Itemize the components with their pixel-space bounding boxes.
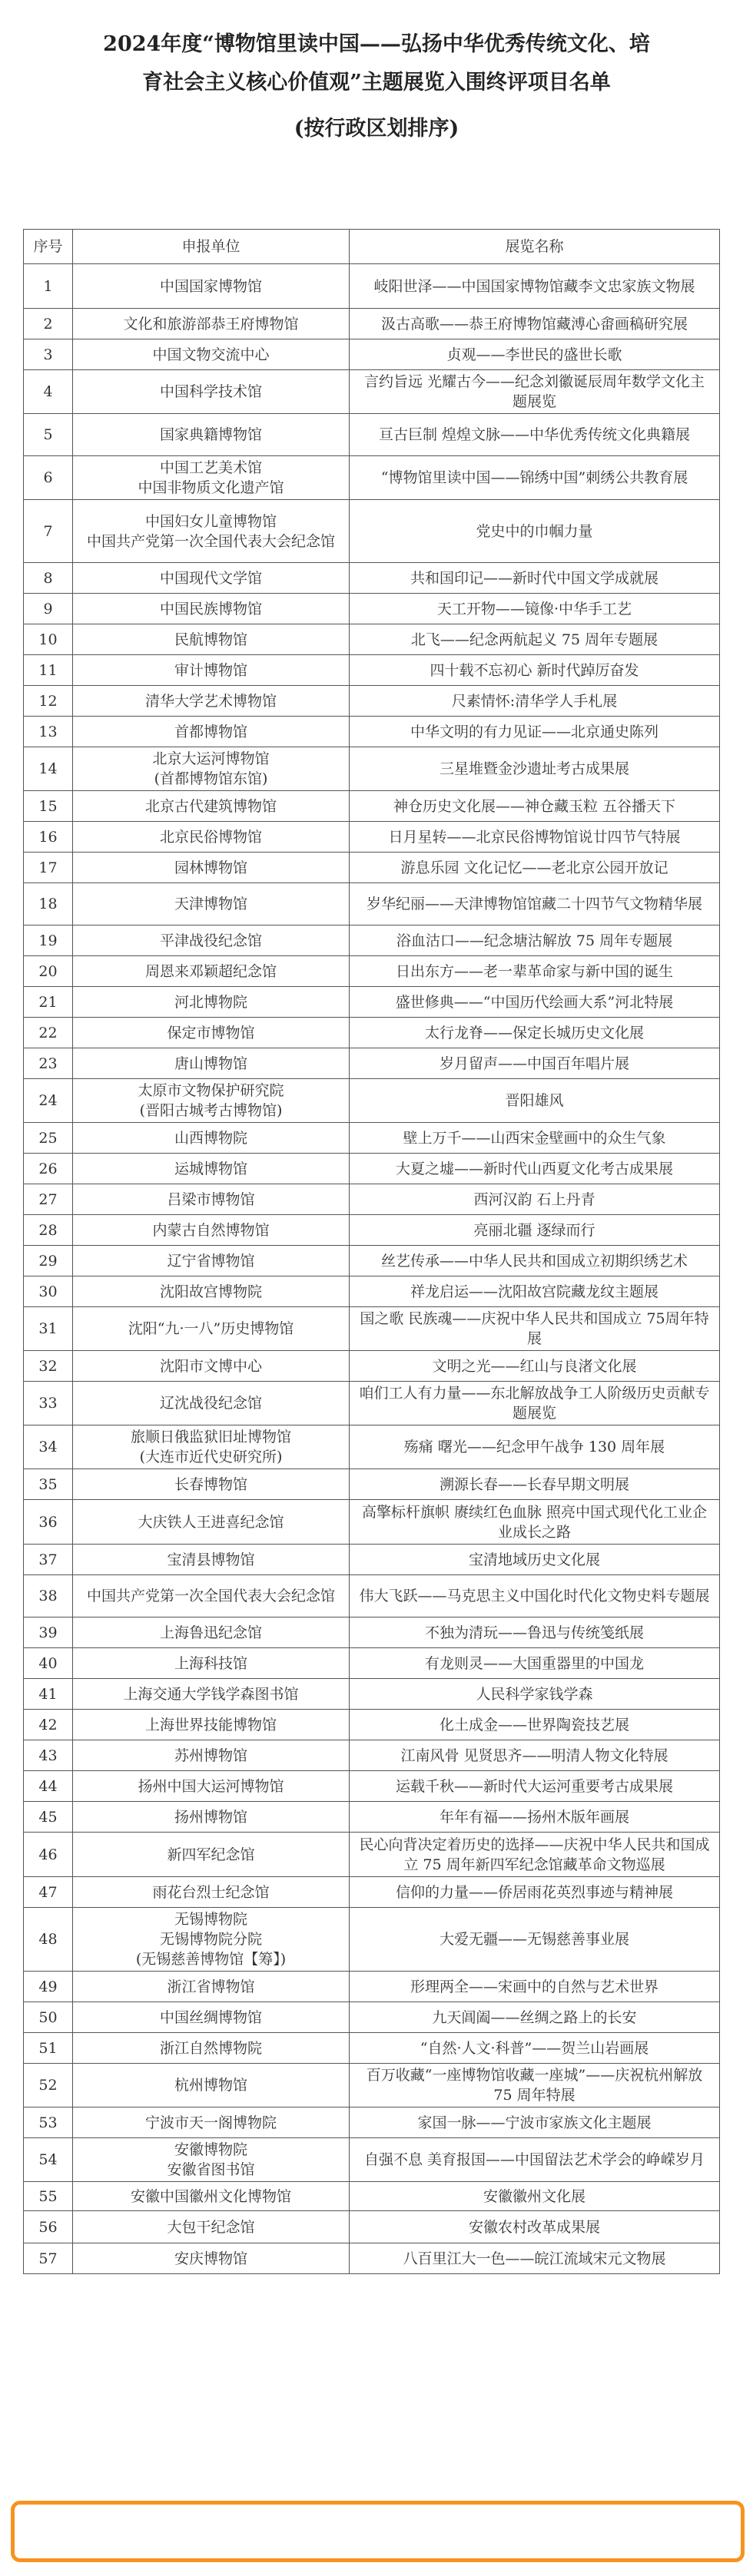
row-exhibition: 汲古高歌——恭王府博物馆藏溥心畬画稿研究展 <box>350 309 720 339</box>
row-exhibition: 岁华纪丽——天津博物馆馆藏二十四节气文物精华展 <box>350 883 720 925</box>
row-applicant: 内蒙古自然博物馆 <box>73 1215 350 1246</box>
table-row <box>24 1123 720 1154</box>
row-index: 5 <box>24 414 73 456</box>
row-index: 2 <box>24 309 73 339</box>
row-index: 52 <box>24 2064 73 2107</box>
row-exhibition: 大爱无疆——无锡慈善事业展 <box>350 1908 720 1972</box>
row-exhibition: 八百里江大一色——皖江流域宋元文物展 <box>350 2243 720 2274</box>
row-exhibition: “博物馆里读中国——锦绣中国”刺绣公共教育展 <box>350 456 720 500</box>
row-applicant: 北京民俗博物馆 <box>73 822 350 853</box>
row-index: 53 <box>24 2107 73 2138</box>
table-row <box>24 2002 720 2033</box>
row-exhibition: 壁上万千——山西宋金壁画中的众生气象 <box>350 1123 720 1154</box>
row-exhibition: 神仓历史文化展——神仓藏玉粒 五谷播天下 <box>350 791 720 822</box>
row-index: 3 <box>24 339 73 370</box>
row-exhibition: 信仰的力量——侨居雨花英烈事迹与精神展 <box>350 1877 720 1908</box>
table-row <box>24 2243 720 2274</box>
row-applicant: 扬州中国大运河博物馆 <box>73 1771 350 1802</box>
row-index: 9 <box>24 594 73 624</box>
row-applicant: 太原市文物保护研究院 (晋阳古城考古博物馆) <box>73 1079 350 1123</box>
row-exhibition: 宝清地域历史文化展 <box>350 1545 720 1575</box>
row-index: 29 <box>24 1246 73 1276</box>
row-exhibition: 太行龙脊——保定长城历史文化展 <box>350 1018 720 1048</box>
row-applicant: 安徽中国徽州文化博物馆 <box>73 2182 350 2211</box>
row-exhibition: 国之歌 民族魂——庆祝中华人民共和国成立 75周年特展 <box>350 1307 720 1351</box>
table-row <box>24 1018 720 1048</box>
row-applicant: 保定市博物馆 <box>73 1018 350 1048</box>
row-index: 25 <box>24 1123 73 1154</box>
row-index: 54 <box>24 2138 73 2182</box>
table-row <box>24 1575 720 1617</box>
row-applicant: 北京大运河博物馆 (首都博物馆东馆) <box>73 747 350 791</box>
table-row <box>24 1545 720 1575</box>
table-row <box>24 853 720 883</box>
table-row <box>24 264 720 309</box>
row-exhibition: 三星堆暨金沙遗址考古成果展 <box>350 747 720 791</box>
row-applicant: 中国妇女儿童博物馆 中国共产党第一次全国代表大会纪念馆 <box>73 500 350 563</box>
row-index: 11 <box>24 655 73 686</box>
row-exhibition: 家国一脉——宁波市家族文化主题展 <box>350 2107 720 2138</box>
table-row <box>24 1833 720 1877</box>
row-exhibition: 伟大飞跃——马克思主义中国化时代化文物史料专题展 <box>350 1575 720 1617</box>
row-exhibition: 九天阊阖——丝绸之路上的长安 <box>350 2002 720 2033</box>
row-applicant: 民航博物馆 <box>73 624 350 655</box>
table-row <box>24 2211 720 2243</box>
finalist-table <box>23 229 720 2274</box>
highlight-box <box>11 2501 745 2562</box>
row-index: 26 <box>24 1154 73 1184</box>
row-applicant: 北京古代建筑博物馆 <box>73 791 350 822</box>
row-applicant: 旅顺日俄监狱旧址博物馆 (大连市近代史研究所) <box>73 1425 350 1469</box>
row-index: 13 <box>24 717 73 747</box>
row-applicant: 中国共产党第一次全国代表大会纪念馆 <box>73 1575 350 1617</box>
row-index: 15 <box>24 791 73 822</box>
row-index: 20 <box>24 956 73 987</box>
row-applicant: 文化和旅游部恭王府博物馆 <box>73 309 350 339</box>
row-exhibition: 天工开物——镜像·中华手工艺 <box>350 594 720 624</box>
row-applicant: 上海交通大学钱学森图书馆 <box>73 1679 350 1710</box>
row-applicant: 审计博物馆 <box>73 655 350 686</box>
row-applicant: 杭州博物馆 <box>73 2064 350 2107</box>
row-applicant: 宝清县博物馆 <box>73 1545 350 1575</box>
row-applicant: 吕梁市博物馆 <box>73 1184 350 1215</box>
row-index: 57 <box>24 2243 73 2274</box>
row-exhibition: 有龙则灵——大国重器里的中国龙 <box>350 1648 720 1679</box>
row-applicant: 首都博物馆 <box>73 717 350 747</box>
row-exhibition: 大夏之墟——新时代山西夏文化考古成果展 <box>350 1154 720 1184</box>
row-index: 33 <box>24 1382 73 1425</box>
row-exhibition: 形理两全——宋画中的自然与艺术世界 <box>350 1972 720 2002</box>
table-row <box>24 1307 720 1351</box>
table-row <box>24 1154 720 1184</box>
row-exhibition: 中华文明的有力见证——北京通史陈列 <box>350 717 720 747</box>
row-applicant: 上海科技馆 <box>73 1648 350 1679</box>
header-exhibition: 展览名称 <box>350 230 720 264</box>
row-index: 17 <box>24 853 73 883</box>
table-row <box>24 1802 720 1833</box>
table-row <box>24 500 720 563</box>
row-index: 31 <box>24 1307 73 1351</box>
row-index: 47 <box>24 1877 73 1908</box>
row-applicant: 河北博物院 <box>73 987 350 1018</box>
table-row <box>24 1771 720 1802</box>
row-applicant: 扬州博物馆 <box>73 1802 350 1833</box>
row-index: 4 <box>24 370 73 414</box>
table-row <box>24 717 720 747</box>
row-index: 40 <box>24 1648 73 1679</box>
row-exhibition: 文明之光——红山与良渚文化展 <box>350 1351 720 1382</box>
table-row <box>24 822 720 853</box>
row-exhibition: 言约旨远 光耀古今——纪念刘徽诞辰周年数学文化主题展览 <box>350 370 720 414</box>
row-applicant: 中国科学技术馆 <box>73 370 350 414</box>
row-index: 18 <box>24 883 73 925</box>
row-index: 44 <box>24 1771 73 1802</box>
table-row <box>24 1469 720 1500</box>
row-exhibition: 北飞——纪念两航起义 75 周年专题展 <box>350 624 720 655</box>
row-exhibition: 亮丽北疆 逐绿而行 <box>350 1215 720 1246</box>
row-applicant: 山西博物院 <box>73 1123 350 1154</box>
table-row <box>24 1908 720 1972</box>
table-row <box>24 1972 720 2002</box>
row-index: 41 <box>24 1679 73 1710</box>
table-row <box>24 1351 720 1382</box>
page-title-line-1: 2024年度“博物馆里读中国——弘扬中华优秀传统文化、培 <box>103 32 650 56</box>
table-row <box>24 1617 720 1648</box>
table-row <box>24 563 720 594</box>
row-exhibition: 日出东方——老一辈革命家与新中国的诞生 <box>350 956 720 987</box>
row-exhibition: 丝艺传承——中华人民共和国成立初期织绣艺术 <box>350 1246 720 1276</box>
table-row <box>24 2033 720 2064</box>
table-row <box>24 1877 720 1908</box>
row-exhibition: 岐阳世泽——中国国家博物馆藏李文忠家族文物展 <box>350 264 720 309</box>
row-applicant: 中国民族博物馆 <box>73 594 350 624</box>
row-index: 38 <box>24 1575 73 1617</box>
row-exhibition: 祥龙启运——沈阳故宫院藏龙纹主题展 <box>350 1276 720 1307</box>
row-applicant: 沈阳“九·一八”历史博物馆 <box>73 1307 350 1351</box>
row-index: 45 <box>24 1802 73 1833</box>
row-applicant: 上海鲁迅纪念馆 <box>73 1617 350 1648</box>
page-title-line-2: 育社会主义核心价值观”主题展览入围终评项目名单 <box>142 71 611 94</box>
table-row <box>24 747 720 791</box>
table-row <box>24 987 720 1018</box>
row-applicant: 宁波市天一阁博物院 <box>73 2107 350 2138</box>
page-subtitle: (按行政区划排序) <box>294 117 459 141</box>
table-row <box>24 686 720 717</box>
row-exhibition: 亘古巨制 煌煌文脉——中华优秀传统文化典籍展 <box>350 414 720 456</box>
table-row <box>24 594 720 624</box>
row-applicant: 中国文物交流中心 <box>73 339 350 370</box>
table-row <box>24 1679 720 1710</box>
row-exhibition: 年年有福——扬州木版年画展 <box>350 1802 720 1833</box>
table-row <box>24 956 720 987</box>
row-index: 32 <box>24 1351 73 1382</box>
row-index: 10 <box>24 624 73 655</box>
table-row <box>24 339 720 370</box>
table-row <box>24 624 720 655</box>
row-exhibition: 四十载不忘初心 新时代踔厉奋发 <box>350 655 720 686</box>
row-index: 8 <box>24 563 73 594</box>
table-row <box>24 1246 720 1276</box>
row-index: 22 <box>24 1018 73 1048</box>
row-applicant: 雨花台烈士纪念馆 <box>73 1877 350 1908</box>
row-index: 16 <box>24 822 73 853</box>
row-applicant: 长春博物馆 <box>73 1469 350 1500</box>
row-exhibition: “自然·人文·科普”——贺兰山岩画展 <box>350 2033 720 2064</box>
row-index: 49 <box>24 1972 73 2002</box>
row-applicant: 天津博物馆 <box>73 883 350 925</box>
row-exhibition: 游息乐园 文化记忆——老北京公园开放记 <box>350 853 720 883</box>
row-index: 24 <box>24 1079 73 1123</box>
row-exhibition: 高擎标杆旗帜 赓续红色血脉 照亮中国式现代化工业企业成长之路 <box>350 1500 720 1545</box>
row-index: 37 <box>24 1545 73 1575</box>
row-exhibition: 浴血沽口——纪念塘沽解放 75 周年专题展 <box>350 925 720 956</box>
row-index: 48 <box>24 1908 73 1972</box>
row-index: 7 <box>24 500 73 563</box>
row-index: 50 <box>24 2002 73 2033</box>
row-applicant: 安徽博物院 安徽省图书馆 <box>73 2138 350 2182</box>
row-index: 6 <box>24 456 73 500</box>
row-applicant: 运城博物馆 <box>73 1154 350 1184</box>
table-row <box>24 1215 720 1246</box>
row-applicant: 浙江自然博物院 <box>73 2033 350 2064</box>
table-row <box>24 1276 720 1307</box>
table-row <box>24 791 720 822</box>
row-applicant: 浙江省博物馆 <box>73 1972 350 2002</box>
table-row <box>24 1648 720 1679</box>
row-applicant: 周恩来邓颖超纪念馆 <box>73 956 350 987</box>
row-exhibition: 党史中的巾帼力量 <box>350 500 720 563</box>
row-applicant: 园林博物馆 <box>73 853 350 883</box>
row-applicant: 新四军纪念馆 <box>73 1833 350 1877</box>
row-index: 14 <box>24 747 73 791</box>
row-index: 28 <box>24 1215 73 1246</box>
row-index: 35 <box>24 1469 73 1500</box>
row-exhibition: 晋阳雄风 <box>350 1079 720 1123</box>
row-applicant: 中国现代文学馆 <box>73 563 350 594</box>
row-exhibition: 安徽农村改革成果展 <box>350 2211 720 2243</box>
row-applicant: 中国丝绸博物馆 <box>73 2002 350 2033</box>
row-index: 19 <box>24 925 73 956</box>
row-applicant: 大庆铁人王进喜纪念馆 <box>73 1500 350 1545</box>
table-row <box>24 1079 720 1123</box>
row-exhibition: 江南风骨 见贤思齐——明清人物文化特展 <box>350 1740 720 1771</box>
row-applicant: 清华大学艺术博物馆 <box>73 686 350 717</box>
row-index: 21 <box>24 987 73 1018</box>
table-row <box>24 370 720 414</box>
table-row <box>24 883 720 925</box>
table-row <box>24 1740 720 1771</box>
row-exhibition: 自强不息 美育报国——中国留法艺术学会的峥嵘岁月 <box>350 2138 720 2182</box>
row-exhibition: 民心向背决定着历史的选择——庆祝中华人民共和国成立 75 周年新四军纪念馆藏革命文物巡展 <box>350 1833 720 1877</box>
row-index: 51 <box>24 2033 73 2064</box>
table-row <box>24 2182 720 2211</box>
table-row <box>24 655 720 686</box>
table-row <box>24 925 720 956</box>
row-exhibition: 化土成金——世界陶瓷技艺展 <box>350 1710 720 1740</box>
row-index: 39 <box>24 1617 73 1648</box>
table-row <box>24 2064 720 2107</box>
row-exhibition: 殇痛 曙光——纪念甲午战争 130 周年展 <box>350 1425 720 1469</box>
row-applicant: 中国国家博物馆 <box>73 264 350 309</box>
row-index: 1 <box>24 264 73 309</box>
header-applicant: 申报单位 <box>73 230 350 264</box>
row-exhibition: 安徽徽州文化展 <box>350 2182 720 2211</box>
table-row <box>24 414 720 456</box>
row-exhibition: 运载千秋——新时代大运河重要考古成果展 <box>350 1771 720 1802</box>
table-header-row <box>24 230 720 264</box>
row-applicant: 安庆博物馆 <box>73 2243 350 2274</box>
row-index: 55 <box>24 2182 73 2211</box>
table-row <box>24 2107 720 2138</box>
row-applicant: 沈阳市文博中心 <box>73 1351 350 1382</box>
row-index: 42 <box>24 1710 73 1740</box>
row-exhibition: 盛世修典——“中国历代绘画大系”河北特展 <box>350 987 720 1018</box>
header-index: 序号 <box>24 230 73 264</box>
row-applicant: 辽沈战役纪念馆 <box>73 1382 350 1425</box>
row-exhibition: 西河汉韵 石上丹青 <box>350 1184 720 1215</box>
table-row <box>24 1382 720 1425</box>
row-index: 30 <box>24 1276 73 1307</box>
table-row <box>24 1425 720 1469</box>
table-row <box>24 309 720 339</box>
row-index: 23 <box>24 1048 73 1079</box>
row-exhibition: 百万收藏“一座博物馆收藏一座城”——庆祝杭州解放 75 周年特展 <box>350 2064 720 2107</box>
table-row <box>24 1500 720 1545</box>
row-exhibition: 贞观——李世民的盛世长歌 <box>350 339 720 370</box>
table-row <box>24 456 720 500</box>
row-index: 36 <box>24 1500 73 1545</box>
row-applicant: 辽宁省博物馆 <box>73 1246 350 1276</box>
row-exhibition: 岁月留声——中国百年唱片展 <box>350 1048 720 1079</box>
row-exhibition: 尺素情怀:清华学人手札展 <box>350 686 720 717</box>
row-applicant: 中国工艺美术馆 中国非物质文化遗产馆 <box>73 456 350 500</box>
table-row <box>24 2138 720 2182</box>
row-index: 46 <box>24 1833 73 1877</box>
row-applicant: 苏州博物馆 <box>73 1740 350 1771</box>
row-applicant: 无锡博物院 无锡博物院分院 (无锡慈善博物馆【筹】) <box>73 1908 350 1972</box>
row-exhibition: 共和国印记——新时代中国文学成就展 <box>350 563 720 594</box>
table-row <box>24 1048 720 1079</box>
row-index: 56 <box>24 2211 73 2243</box>
row-index: 43 <box>24 1740 73 1771</box>
row-exhibition: 不独为清玩——鲁迅与传统笺纸展 <box>350 1617 720 1648</box>
row-exhibition: 人民科学家钱学森 <box>350 1679 720 1710</box>
row-applicant: 大包干纪念馆 <box>73 2211 350 2243</box>
row-index: 12 <box>24 686 73 717</box>
row-applicant: 上海世界技能博物馆 <box>73 1710 350 1740</box>
row-applicant: 唐山博物馆 <box>73 1048 350 1079</box>
row-index: 27 <box>24 1184 73 1215</box>
row-applicant: 沈阳故宫博物院 <box>73 1276 350 1307</box>
row-exhibition: 日月星转——北京民俗博物馆说廿四节气特展 <box>350 822 720 853</box>
row-index: 34 <box>24 1425 73 1469</box>
row-applicant: 平津战役纪念馆 <box>73 925 350 956</box>
table-row <box>24 1710 720 1740</box>
row-applicant: 国家典籍博物馆 <box>73 414 350 456</box>
row-exhibition: 咱们工人有力量——东北解放战争工人阶级历史贡献专题展览 <box>350 1382 720 1425</box>
table-row <box>24 1184 720 1215</box>
row-exhibition: 溯源长春——长春早期文明展 <box>350 1469 720 1500</box>
